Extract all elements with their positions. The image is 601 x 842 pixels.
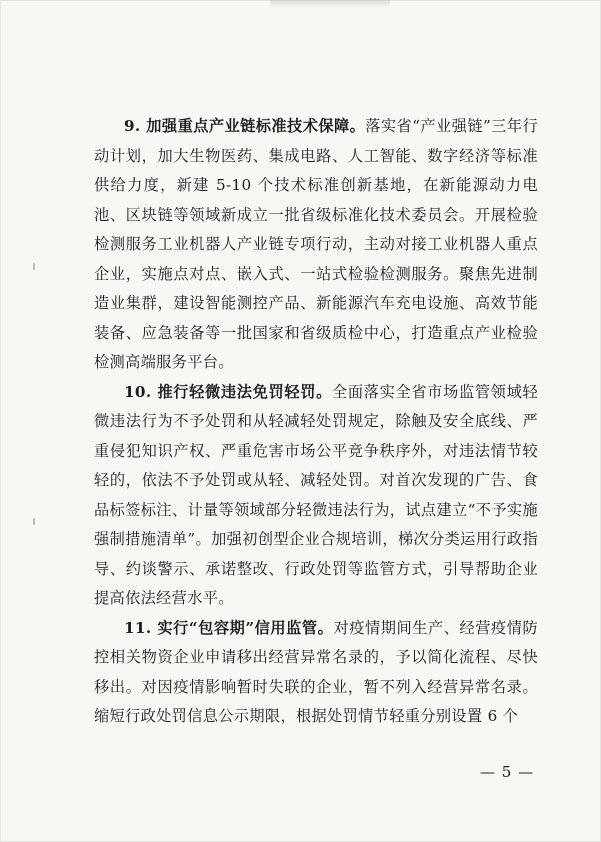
- paragraph-text: 落实省“产业强链”三年行动计划，加大生物医药、集成电路、人工智能、数字经济等标准供给力度，新建 5-10 个技术标准创新基地，在新能源动力电池、区块链等领域新成立一批省级标准化技术委员会。开展检验检测服务工业机器人产业链专项行动，主动对接工业机器人重点企业，实施点对点、嵌入式、一站式检验检测服务。聚焦先进制造业集群，建设智能测控产品、新能源汽车充电设施、高效节能装备、应急装备等一批国家和省级质检中心，打造重点产业检验检测高端服务平台。: [94, 117, 538, 371]
- binding-hole-mark: [33, 518, 35, 525]
- paragraph-11: [94, 614, 538, 732]
- scan-artifact: [270, 0, 390, 8]
- paragraph-heading: 10. 推行轻微违法免罚轻罚。: [124, 382, 333, 401]
- paragraph-heading: 11. 实行“包容期”信用监管。: [124, 618, 334, 637]
- paragraph-text: 全面落实全省市场监管领域轻微违法行为不予处罚和从轻减轻处罚规定，除触及安全底线、严重侵犯知识产权、严重危害市场公平竞争秩序外，对违法情节较轻的，依法不予处罚或从轻、减轻处罚。对首次发现的广告、食品标签标注、计量等领域部分轻微违法行为，试点建立“不予实施强制措施清单”。加强初创型企业合规培训，梯次分类运用行政指导、约谈警示、承诺整改、行政处罚等监管方式，引导帮助企业提高依法经营水平。: [94, 382, 538, 607]
- paragraph-9: [94, 112, 538, 378]
- page-number: — 5 —: [480, 763, 535, 781]
- paragraph-heading: 9. 加强重点产业链标准技术保障。: [124, 117, 366, 135]
- paragraph-10: [94, 378, 538, 614]
- paragraph-text: 对疫情期间生产、经营疫情防控相关物资企业申请移出经营异常名录的，予以简化流程、尽快移出。对因疫情影响暂时失联的企业，暂不列入经营异常名录。缩短行政处罚信息公示期限，根据处罚情节轻重分别设置 6 个: [94, 618, 538, 725]
- binding-hole-mark: [33, 263, 35, 270]
- document-body: [94, 112, 538, 732]
